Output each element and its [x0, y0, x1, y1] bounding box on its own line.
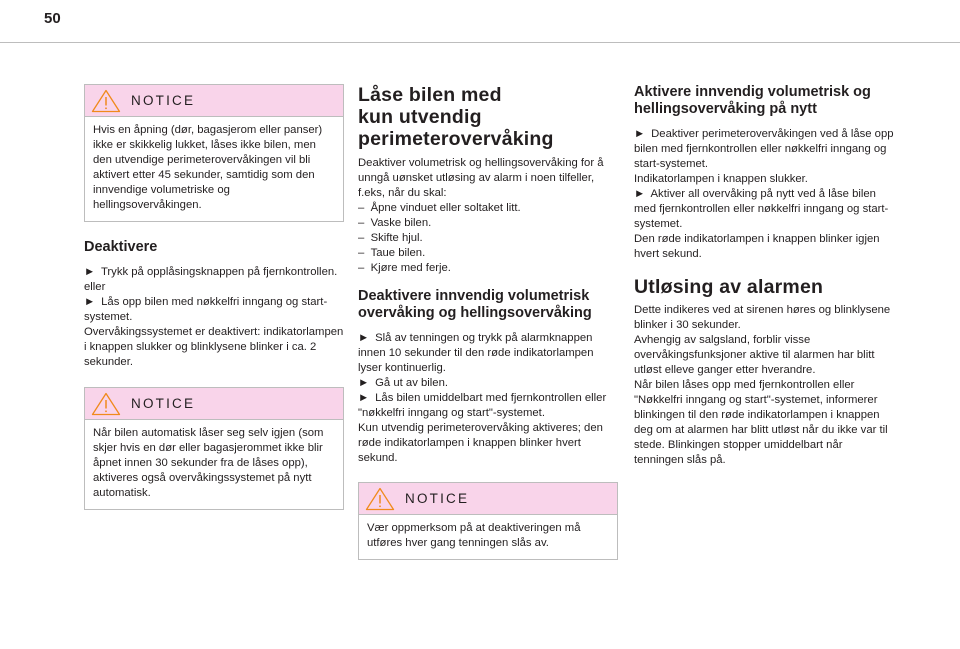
section-title: Utløsing av alarmen: [634, 276, 824, 298]
result-text: Kun utvendig perimeterovervåking aktiveres; den røde indikatorlampen i knappen blinker hvert sekund.: [358, 422, 603, 464]
column-left: [84, 84, 344, 510]
header-divider: [0, 42, 960, 43]
instruction-step: ► Lås opp bilen med nøkkelfri inngang og start-systemet.: [84, 296, 328, 323]
section-title: Låse bilen med kun utvendig perimeterovervåking: [358, 84, 554, 150]
notice-box: [358, 482, 618, 560]
connector-text: eller: [84, 281, 106, 293]
page-number: 50: [44, 10, 61, 27]
result-text: Indikatorlampen i knappen slukker.: [634, 173, 808, 185]
body-text: Dette indikeres ved at sirenen høres og blinklysene blinker i 30 sekunder.: [634, 304, 891, 331]
arrow-right-icon: ►: [84, 296, 96, 308]
result-text: Den røde indikatorlampen i knappen blinker igjen hvert sekund.: [634, 233, 880, 260]
dash-list: [358, 201, 618, 276]
body-text: Avhengig av salgsland, forblir visse overvåkingsfunksjoner aktive til alarmen har blitt utløst elleve ganger etter hverandre.: [634, 334, 875, 376]
instruction-step: ► Aktiver all overvåking på nytt ved å låse bilen med fjernkontrollen eller nøkkelfri inngang og start-systemet.: [634, 188, 889, 230]
section-heading: Deaktivere: [84, 239, 158, 255]
section-heading: Deaktivere innvendig volumetrisk overvåking og hellingsovervåking: [358, 288, 592, 321]
arrow-right-icon: ►: [358, 332, 370, 344]
notice-box: [84, 84, 344, 222]
instruction-step: ► Lås bilen umiddelbart med fjernkontrollen eller "nøkkelfri inngang og start"-systemet.: [358, 392, 607, 419]
intro-text: Deaktiver volumetrisk og hellingsovervåking for å unngå uønsket utløsing av alarm i noen tilfeller, f.eks, når du skal:: [358, 157, 604, 199]
instruction-step: ► Slå av tenningen og trykk på alarmknappen innen 10 sekunder til den røde indikatorlampen lyser kontinuerlig.: [358, 332, 594, 374]
arrow-right-icon: ►: [358, 392, 370, 404]
list-item: – Taue bilen.: [358, 247, 426, 259]
warning-icon: [91, 392, 121, 416]
notice-title: NOTICE: [131, 93, 196, 108]
notice-text: Hvis en åpning (dør, bagasjerom eller panser) ikke er skikkelig lukket, låses ikke bilen, men den utvendige perimeterovervåkingen vil bli aktivert etter 45 sekunder, samtidig som den innvendige volumetriske og hellingsovervåkingen.: [93, 124, 323, 211]
arrow-right-icon: ►: [634, 128, 646, 140]
instruction-step: ► Trykk på opplåsingsknappen på fjernkontrollen.: [84, 266, 338, 278]
result-text: Overvåkingssystemet er deaktivert: indikatorlampen i knappen slukker og blinklysene blinker i ca. 2 sekunder.: [84, 326, 344, 368]
notice-box: [84, 387, 344, 510]
notice-title: NOTICE: [405, 491, 470, 506]
section-heading: Aktivere innvendig volumetrisk og hellingsovervåking på nytt: [634, 84, 871, 117]
notice-text: Vær oppmerksom på at deaktiveringen må utføres hver gang tenningen slås av.: [367, 522, 581, 549]
column-right: [634, 84, 894, 468]
arrow-right-icon: ►: [634, 188, 646, 200]
list-item: – Åpne vinduet eller soltaket litt.: [358, 202, 521, 214]
body-text: Når bilen låses opp med fjernkontrollen eller "Nøkkelfri inngang og start"-systemet, informerer blinkingen til den røde indikatorlampen i knappen deg om at alarmen har blitt utløst når du ikke var til stede. Blinkingen stopper umiddelbart når tenningen slås på.: [634, 379, 888, 466]
instruction-step: ► Gå ut av bilen.: [358, 377, 448, 389]
instruction-step: ► Deaktiver perimeterovervåkingen ved å låse opp bilen med fjernkontrollen eller nøkkelfri inngang og start-systemet.: [634, 128, 894, 170]
warning-icon: [91, 89, 121, 113]
list-item: – Kjøre med ferje.: [358, 262, 451, 274]
notice-header: [359, 483, 617, 515]
warning-icon: [365, 487, 395, 511]
list-item: – Vaske bilen.: [358, 217, 432, 229]
arrow-right-icon: ►: [358, 377, 370, 389]
notice-header: [85, 388, 343, 420]
notice-header: [85, 85, 343, 117]
column-middle: [358, 84, 618, 560]
notice-title: NOTICE: [131, 396, 196, 411]
arrow-right-icon: ►: [84, 266, 96, 278]
notice-text: Når bilen automatisk låser seg selv igjen (som skjer hvis en dør eller bagasjerommet ikke blir åpnet innen 30 sekunder fra de låses opp), aktiveres også overvåkingssystemet på nytt automatisk.: [93, 427, 324, 499]
list-item: – Skifte hjul.: [358, 232, 423, 244]
